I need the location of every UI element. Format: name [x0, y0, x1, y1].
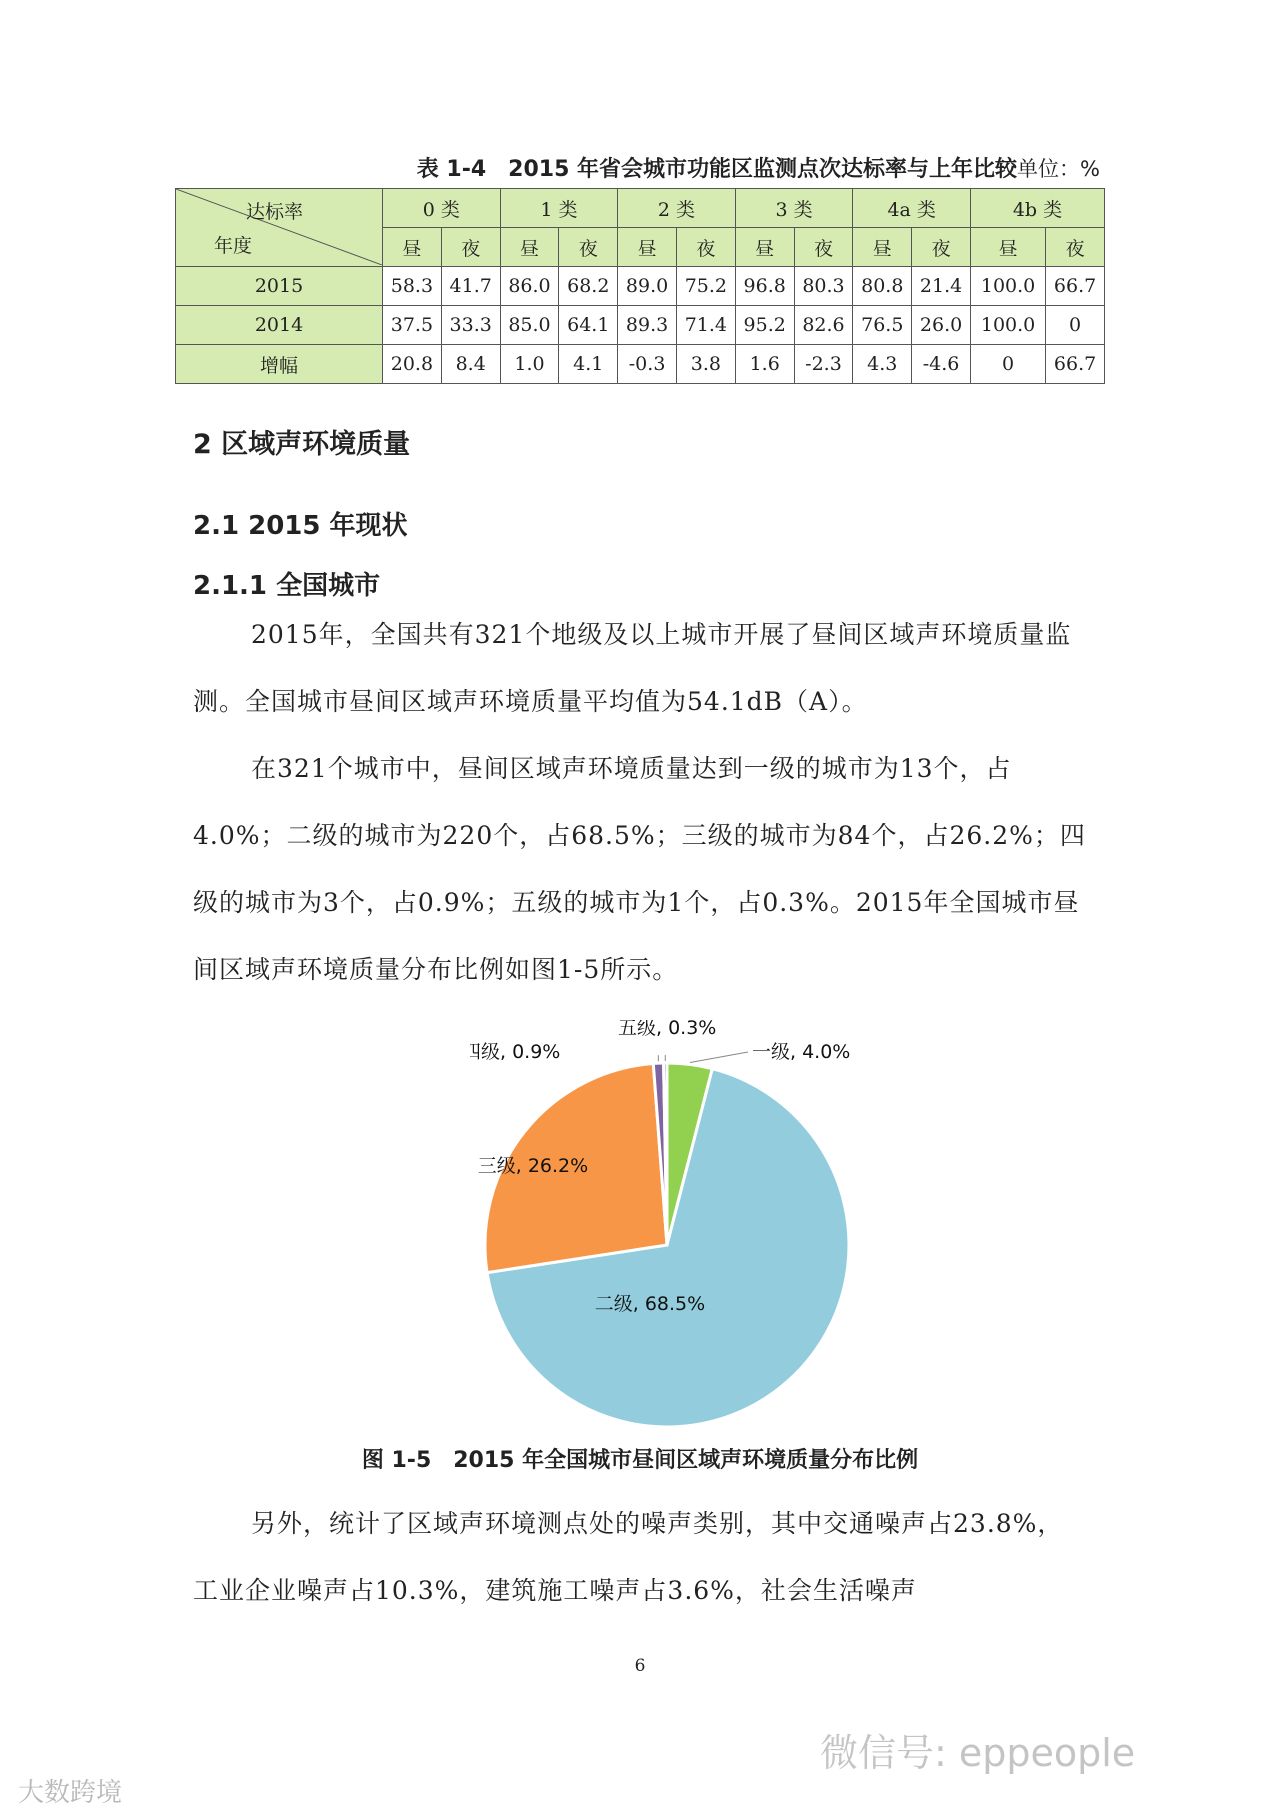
class-header: 4b 类 — [970, 189, 1104, 228]
table-caption — [160, 152, 1100, 183]
class-header: 3 类 — [735, 189, 853, 228]
table-header-row — [176, 189, 1105, 228]
day-header: 昼 — [618, 228, 677, 267]
table-cell: 41.7 — [441, 267, 500, 306]
row-label: 2014 — [176, 306, 383, 345]
table-row-2014 — [176, 306, 1105, 345]
comparison-table — [175, 188, 1105, 384]
table-cell: 86.0 — [500, 267, 559, 306]
class-header: 0 类 — [383, 189, 501, 228]
table-cell: 37.5 — [383, 306, 442, 345]
pie-chart-svg — [470, 1020, 870, 1440]
corner-bottom-label: 年度 — [214, 235, 253, 257]
table-cell: 1.6 — [735, 345, 794, 384]
table-cell: 21.4 — [912, 267, 971, 306]
table-cell: 0 — [1046, 306, 1105, 345]
pie-label-三级: 三级, 26.2% — [477, 1155, 589, 1177]
table-caption-text: 表 1-4 2015 年省会城市功能区监测点次达标率与上年比较 — [416, 157, 1018, 182]
row-label: 增幅 — [176, 345, 383, 384]
pie-label-五级: 五级, 0.3% — [618, 1020, 717, 1039]
day-header: 昼 — [383, 228, 442, 267]
table-corner-cell — [176, 189, 383, 267]
pie-label-四级: 四级, 0.9% — [470, 1041, 561, 1063]
table-cell: 33.3 — [441, 306, 500, 345]
class-header: 1 类 — [500, 189, 618, 228]
paragraph-3: 另外，统计了区域声环境测点处的噪声类别，其中交通噪声占23.8%，工业企业噪声占10.3%，建筑施工噪声占3.6%，社会生活噪声 — [193, 1509, 1064, 1605]
table-cell: 20.8 — [383, 345, 442, 384]
table-cell: -2.3 — [794, 345, 853, 384]
table-cell: 66.7 — [1046, 345, 1105, 384]
table-cell: 75.2 — [676, 267, 735, 306]
table-cell: 100.0 — [970, 267, 1045, 306]
table-cell: 85.0 — [500, 306, 559, 345]
night-header: 夜 — [912, 228, 971, 267]
table-cell: 8.4 — [441, 345, 500, 384]
table-cell: 80.8 — [853, 267, 912, 306]
class-header: 4a 类 — [853, 189, 971, 228]
table-cell: 100.0 — [970, 306, 1045, 345]
night-header: 夜 — [676, 228, 735, 267]
table-cell: 26.0 — [912, 306, 971, 345]
night-header: 夜 — [441, 228, 500, 267]
day-header: 昼 — [970, 228, 1045, 267]
table-cell: 66.7 — [1046, 267, 1105, 306]
subsection-heading: 2.1 2015 年现状 — [193, 511, 408, 541]
subsubsection-heading: 2.1.1 全国城市 — [193, 571, 381, 601]
day-header: 昼 — [853, 228, 912, 267]
brand-watermark: 大数跨境 — [18, 1778, 123, 1808]
table-cell: 89.3 — [618, 306, 677, 345]
table-cell: -4.6 — [912, 345, 971, 384]
day-header: 昼 — [500, 228, 559, 267]
table-unit: 单位：% — [1017, 157, 1100, 181]
class-header: 2 类 — [618, 189, 736, 228]
table-cell: 71.4 — [676, 306, 735, 345]
night-header: 夜 — [559, 228, 618, 267]
pie-label-二级: 二级, 68.5% — [594, 1293, 706, 1315]
table-cell: 68.2 — [559, 267, 618, 306]
table-row-2015 — [176, 267, 1105, 306]
table-row-increase — [176, 345, 1105, 384]
table-cell: -0.3 — [618, 345, 677, 384]
table-cell: 95.2 — [735, 306, 794, 345]
day-header: 昼 — [735, 228, 794, 267]
table-cell: 64.1 — [559, 306, 618, 345]
table-cell: 3.8 — [676, 345, 735, 384]
table-cell: 89.0 — [618, 267, 677, 306]
table-cell: 76.5 — [853, 306, 912, 345]
row-label: 2015 — [176, 267, 383, 306]
paragraph-2: 在321个城市中，昼间区域声环境质量达到一级的城市为13个，占4.0%；二级的城市为220个，占68.5%；三级的城市为84个，占26.2%；四级的城市为3个，占0.9%；五级的城市为1个，占0.3%。2015年全国城市昼间区域声环境质量分布比例如图1-5所示。 — [193, 754, 1086, 984]
night-header: 夜 — [794, 228, 853, 267]
table-cell: 80.3 — [794, 267, 853, 306]
table-cell: 82.6 — [794, 306, 853, 345]
table-cell: 96.8 — [735, 267, 794, 306]
paragraph-1: 2015年，全国共有321个地级及以上城市开展了昼间区域声环境质量监测。全国城市昼间区域声环境质量平均值为54.1dB（A）。 — [193, 620, 1072, 716]
table-cell: 58.3 — [383, 267, 442, 306]
pie-chart — [470, 1020, 870, 1440]
figure-caption: 图 1-5 2015 年全国城市昼间区域声环境质量分布比例 — [361, 1448, 919, 1473]
pie-leader-一级 — [690, 1052, 748, 1062]
corner-top-label: 达标率 — [246, 201, 304, 223]
table-cell: 1.0 — [500, 345, 559, 384]
night-header: 夜 — [1046, 228, 1105, 267]
section-heading: 2 区域声环境质量 — [193, 429, 411, 460]
table-cell: 4.1 — [559, 345, 618, 384]
table-cell: 4.3 — [853, 345, 912, 384]
page-number: 6 — [634, 1656, 646, 1676]
wechat-watermark: 微信号: eppeople — [820, 1731, 1136, 1775]
table-cell: 0 — [970, 345, 1045, 384]
pie-label-一级: 一级, 4.0% — [752, 1041, 851, 1063]
